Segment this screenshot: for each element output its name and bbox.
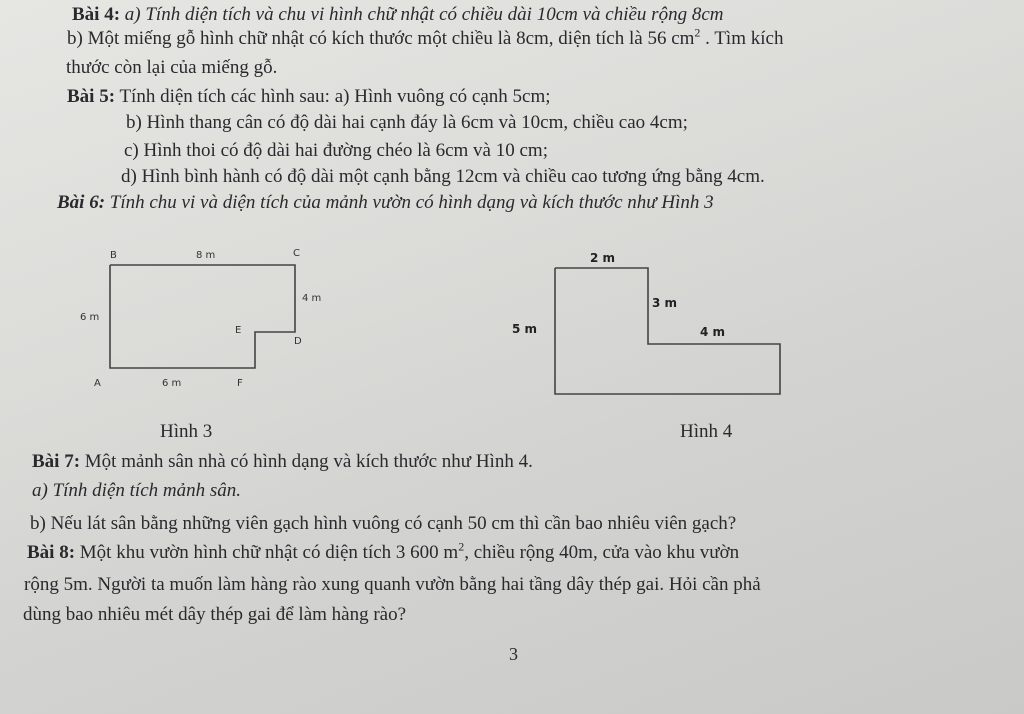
bai8-text: Một khu vườn hình chữ nhật có diện tích 3 600 m	[75, 542, 459, 563]
bai5-c: c) Hình thoi có độ dài hai đường chéo là 6cm và 10 cm;	[124, 140, 548, 161]
figure3-dim-bottom: 6 m	[162, 378, 182, 389]
bai4-line-b	[67, 25, 784, 50]
figure3-label-C: C	[293, 248, 300, 259]
bai5-line-b	[126, 112, 688, 134]
figure3-label-B: B	[110, 250, 117, 261]
bai7-b: b) Nếu lát sân bằng những viên gạch hình vuông có cạnh 50 cm thì cần bao nhiêu viên gạch?	[30, 513, 737, 534]
bai4-b-cont: thước còn lại của miếng gỗ.	[66, 57, 278, 78]
bai7-title: Bài 7:	[32, 451, 81, 472]
bai7-text: Một mảnh sân nhà có hình dạng và kích thước như Hình 4.	[80, 451, 533, 472]
figure4-caption: Hình 4	[680, 421, 733, 442]
bai5-intro: Tính diện tích các hình sau: a) Hình vuông có cạnh 5cm;	[115, 86, 551, 107]
bai8-title: Bài 8:	[27, 542, 76, 563]
bai7-line-a	[32, 480, 241, 502]
figure3-label-E: E	[235, 325, 242, 336]
figure4-dim-step: 3 m	[652, 296, 678, 310]
bai6-title: Bài 6:	[57, 192, 106, 213]
bai8-line2-text: rộng 5m. Người ta muốn làm hàng rào xung quanh vườn bằng hai tầng dây thép gai. Hỏi cần phả	[24, 574, 761, 595]
bai8-line3-text: dùng bao nhiêu mét dây thép gai để làm hàng rào?	[23, 604, 407, 625]
bai4-b-sup: 2	[694, 25, 701, 40]
bai5-d: d) Hình bình hành có độ dài một cạnh bằng 12cm và chiều cao tương ứng bằng 4cm.	[121, 166, 765, 187]
bai4-title: Bài 4:	[72, 4, 121, 25]
bai4-a-text: a) Tính diện tích và chu vi hình chữ nhật có chiều dài 10cm và chiều rộng 8cm	[120, 4, 724, 25]
figure4-diagram	[500, 240, 800, 410]
bai5-title: Bài 5:	[67, 86, 116, 107]
page-number: 3	[509, 644, 518, 664]
figure3-label-D: D	[294, 336, 302, 347]
figure4-outline	[555, 268, 780, 394]
bai5-b: b) Hình thang cân có độ dài hai cạnh đáy là 6cm và 10cm, chiều cao 4cm;	[126, 112, 688, 133]
figure3-label-A: A	[94, 378, 101, 389]
bai4-line-a	[72, 4, 723, 26]
bai5-line-c	[124, 140, 548, 162]
bai7-line	[32, 451, 533, 473]
figure3-dim-top: 8 m	[196, 250, 216, 261]
bai7-line-b	[30, 513, 736, 535]
figure4-dim-top: 2 m	[590, 251, 616, 265]
figure3-caption: Hình 3	[160, 421, 213, 442]
figure3-label-F: F	[237, 378, 243, 389]
figure4-dim-right: 4 m	[700, 325, 726, 339]
bai8-line3	[23, 604, 406, 626]
figure3-diagram	[60, 240, 360, 400]
bai4-b-suffix: . Tìm kích	[700, 28, 784, 49]
bai4-line-b-cont	[66, 57, 277, 79]
bai5-line-d	[121, 166, 765, 188]
figure4-dim-left: 5 m	[512, 322, 538, 336]
bai5-line-intro	[67, 86, 551, 108]
bai8-text-suffix: , chiều rộng 40m, cửa vào khu vườn	[464, 542, 740, 563]
bai6-text: Tính chu vi và diện tích của mảnh vườn có hình dạng và kích thước như Hình 3	[105, 192, 714, 213]
bai8-line1	[27, 539, 740, 564]
bai7-a: a) Tính diện tích mảnh sân.	[32, 480, 241, 501]
figure3-dim-left: 6 m	[80, 312, 100, 323]
bai4-b-text: b) Một miếng gỗ hình chữ nhật có kích thước một chiều là 8cm, diện tích là 56 cm	[67, 28, 695, 49]
bai8-line2	[24, 574, 1024, 596]
figure3-outline	[110, 265, 295, 368]
bai6-line	[57, 192, 714, 214]
bai8-sup: 2	[458, 539, 465, 554]
figure3-dim-right: 4 m	[302, 293, 322, 304]
